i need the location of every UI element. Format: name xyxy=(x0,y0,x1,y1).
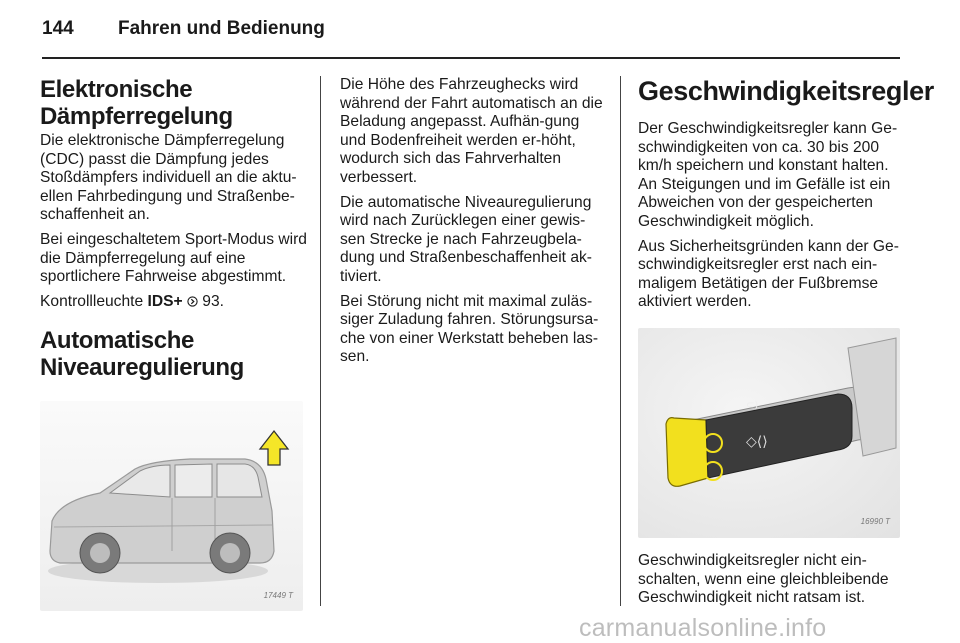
figure-code: 16990 T xyxy=(860,517,890,527)
column-middle xyxy=(340,76,606,373)
paragraph-rear-height: Die Höhe des Fahrzeughecks wird während der Fahrt automatisch an die Beladung angepasst. Aufhän-gung und Bodenfreiheit werden er-höht, wodurch sich das Fahrverhalten verbessert. xyxy=(340,76,603,186)
page-reference: 93. xyxy=(197,292,224,310)
page-ref-arrow-icon xyxy=(187,296,198,307)
paragraph-cruise-intro: Der Geschwindigkeitsregler kann Ge-schwindigkeiten von ca. 30 bis 200 km/h speichern und konstant halten. An Steigungen und im Gefälle ist ein Abweichen von der gespeicherten Geschwindigkeit möglich. xyxy=(638,120,898,230)
figure-code: 17449 T xyxy=(263,590,293,600)
minivan-drawing xyxy=(40,401,303,611)
lever-mark-icon: ⊂) xyxy=(746,399,759,411)
lever-symbol-icon: ◇⟨⟩ xyxy=(746,433,768,450)
column-left xyxy=(40,76,308,611)
indicator-name: IDS+ xyxy=(147,292,183,310)
lever-end-highlight xyxy=(666,418,708,487)
header-rule xyxy=(42,57,900,59)
column-divider-2 xyxy=(620,76,621,606)
car-illustration xyxy=(40,401,303,611)
heading-cruise-control: Geschwindigkeitsregler xyxy=(638,76,934,106)
section-title: Fahren und Bedienung xyxy=(118,18,325,39)
indicator-label: Kontrollleuchte xyxy=(40,292,148,310)
watermark: carmanualsonline.info xyxy=(579,614,827,642)
paragraph-fault: Bei Störung nicht mit maximal zuläs-siger Zuladung fahren. Störungsursa-che von einer Werkstatt beheben las-sen. xyxy=(340,292,599,366)
up-arrow-icon xyxy=(260,431,288,465)
paragraph-sport-mode: Bei eingeschaltetem Sport-Modus wird die Dämpferregelung auf eine sportlichere Fahrweise abgestimmt. xyxy=(40,230,307,286)
page-number: 144 xyxy=(42,18,74,39)
column-right xyxy=(638,76,934,614)
paragraph-cruise-warning: Geschwindigkeitsregler nicht ein-schalten, wenn eine gleichbleibende Geschwindigkeit nicht ratsam ist. xyxy=(638,551,889,607)
paragraph-cruise-safety: Aus Sicherheitsgründen kann der Ge-schwindigkeitsregler erst nach ein-maligem Betätigen der Fußbremse aktiviert werden. xyxy=(638,237,899,311)
paragraph-cdc-intro: Die elektronische Dämpferregelung (CDC) passt die Dämpfung jedes Stoßdämpfers individuell an die aktu-ellen Fahrbedingung und Straßenbe-schaffenheit an. xyxy=(40,132,297,224)
paragraph-activation: Die automatische Niveauregulierung wird nach Zurücklegen einer gewis-sen Strecke je nach Fahrzeugbela-dung und Straßenbeschaffenheit ak-tiviert. xyxy=(340,193,592,285)
cruise-lever-drawing xyxy=(638,328,900,538)
paragraph-indicator xyxy=(40,293,308,312)
column-divider-1 xyxy=(320,76,321,606)
heading-cdc: Elektronische Dämpferregelung xyxy=(40,76,233,130)
heading-level-control: Automatische Niveauregulierung xyxy=(40,327,244,382)
cruise-lever-illustration xyxy=(638,328,900,538)
